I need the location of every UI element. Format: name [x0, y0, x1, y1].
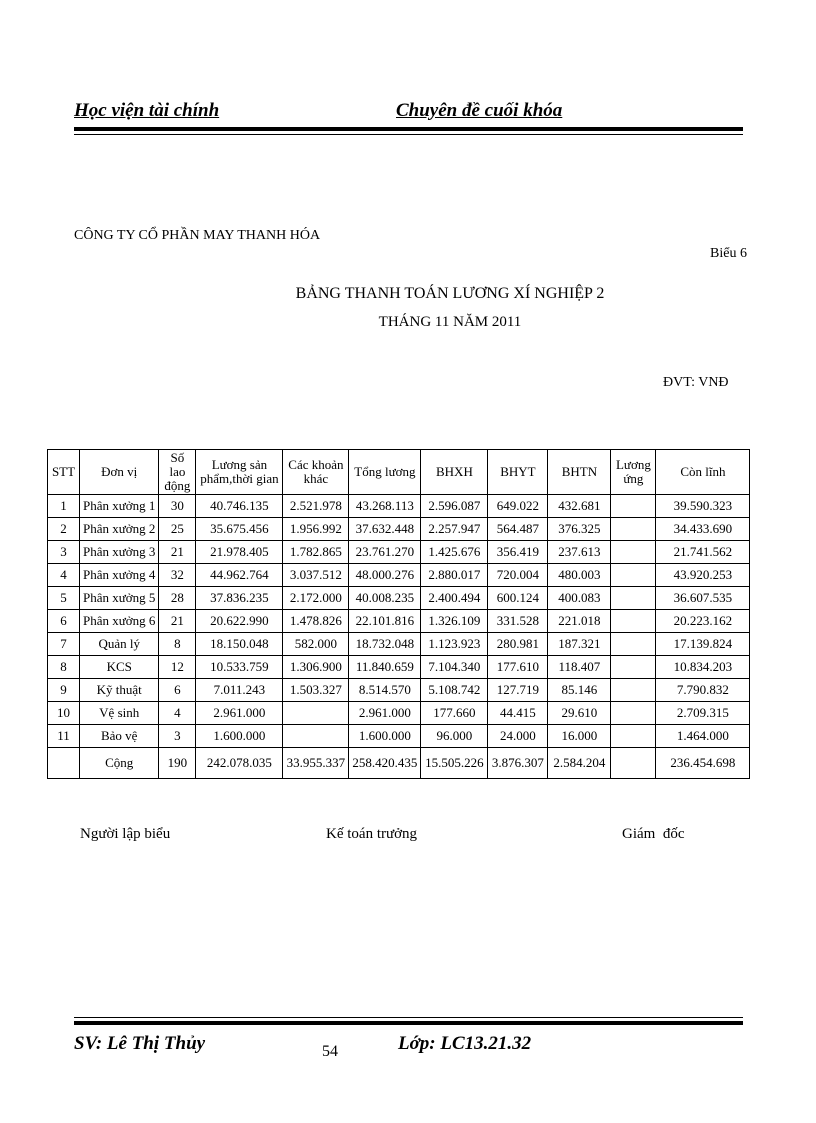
footer-class: Lớp: LC13.21.32 — [398, 1033, 532, 1054]
table-cell: 649.022 — [488, 495, 548, 518]
column-header: Đơn vị — [80, 450, 159, 495]
table-cell: 23.761.270 — [349, 541, 421, 564]
table-cell: Bảo vệ — [80, 725, 159, 748]
table-cell: 237.613 — [548, 541, 611, 564]
header-rule — [74, 127, 743, 131]
table-cell: 21.741.562 — [656, 541, 750, 564]
table-cell: Vệ sinh — [80, 702, 159, 725]
table-cell: 331.528 — [488, 610, 548, 633]
table-cell — [611, 495, 656, 518]
table-cell: 7.790.832 — [656, 679, 750, 702]
table-cell: 85.146 — [548, 679, 611, 702]
table-cell: 1 — [48, 495, 80, 518]
payroll-table — [47, 449, 750, 779]
table-cell: Kỹ thuật — [80, 679, 159, 702]
table-cell: 44.962.764 — [196, 564, 283, 587]
column-header: BHXH — [421, 450, 488, 495]
table-cell: 2.709.315 — [656, 702, 750, 725]
table-cell: Phân xưởng 5 — [80, 587, 159, 610]
table-cell: Phân xưởng 6 — [80, 610, 159, 633]
table-row — [48, 725, 750, 748]
table-cell: 40.746.135 — [196, 495, 283, 518]
table-cell: 20.622.990 — [196, 610, 283, 633]
table-cell: Phân xưởng 2 — [80, 518, 159, 541]
table-cell: 177.660 — [421, 702, 488, 725]
table-cell: 127.719 — [488, 679, 548, 702]
table-cell: 8 — [48, 656, 80, 679]
signature-preparer: Người lập biểu — [80, 826, 171, 842]
table-cell: 7.104.340 — [421, 656, 488, 679]
currency-unit: ĐVT: VNĐ — [663, 375, 729, 390]
table-cell: 1.464.000 — [656, 725, 750, 748]
table-cell: 8 — [159, 633, 196, 656]
table-cell: 7.011.243 — [196, 679, 283, 702]
column-header: BHYT — [488, 450, 548, 495]
table-cell: 2.880.017 — [421, 564, 488, 587]
table-cell: 20.223.162 — [656, 610, 750, 633]
table-cell: Phân xưởng 3 — [80, 541, 159, 564]
footer-student: SV: Lê Thị Thủy — [74, 1033, 206, 1054]
footer-rule-thin — [74, 1017, 743, 1018]
footer-rule — [74, 1021, 743, 1025]
table-cell: 1.600.000 — [349, 725, 421, 748]
table-cell: 564.487 — [488, 518, 548, 541]
table-row — [48, 679, 750, 702]
table-cell: 11 — [48, 725, 80, 748]
page-subtitle: THÁNG 11 NĂM 2011 — [378, 314, 522, 330]
table-cell: 7 — [48, 633, 80, 656]
table-cell: 37.632.448 — [349, 518, 421, 541]
table-cell — [611, 564, 656, 587]
table-cell: 2.400.494 — [421, 587, 488, 610]
column-header: Lương ứng — [611, 450, 656, 495]
table-cell: 2.596.087 — [421, 495, 488, 518]
table-cell: 8.514.570 — [349, 679, 421, 702]
table-cell — [611, 610, 656, 633]
form-number: Biểu 6 — [710, 246, 747, 261]
table-cell — [611, 748, 656, 779]
table-cell: 43.268.113 — [349, 495, 421, 518]
table-cell: 21 — [159, 610, 196, 633]
table-total-row — [48, 748, 750, 779]
table-cell: 29.610 — [548, 702, 611, 725]
table-cell: 16.000 — [548, 725, 611, 748]
column-header: Các khoản khác — [283, 450, 349, 495]
table-cell: 2.172.000 — [283, 587, 349, 610]
table-cell: 1.306.900 — [283, 656, 349, 679]
table-cell: 32 — [159, 564, 196, 587]
table-cell — [611, 679, 656, 702]
table-cell: 4 — [48, 564, 80, 587]
table-cell: 10.533.759 — [196, 656, 283, 679]
header-doc-type: Chuyên đề cuối khóa — [396, 100, 563, 121]
table-cell — [611, 633, 656, 656]
header-institution: Học viện tài chính — [74, 100, 220, 121]
table-row — [48, 633, 750, 656]
table-cell: 22.101.816 — [349, 610, 421, 633]
table-cell: 600.124 — [488, 587, 548, 610]
table-cell: 236.454.698 — [656, 748, 750, 779]
table-cell: 18.150.048 — [196, 633, 283, 656]
table-row — [48, 610, 750, 633]
table-cell: Phân xưởng 4 — [80, 564, 159, 587]
column-header: Còn lĩnh — [656, 450, 750, 495]
table-cell: 1.782.865 — [283, 541, 349, 564]
table-cell: 10 — [48, 702, 80, 725]
column-header: Số lao động — [159, 450, 196, 495]
table-cell: 21.978.405 — [196, 541, 283, 564]
table-cell: 21 — [159, 541, 196, 564]
table-cell: 432.681 — [548, 495, 611, 518]
table-cell: 37.836.235 — [196, 587, 283, 610]
table-cell: 221.018 — [548, 610, 611, 633]
column-header: Tổng lương — [349, 450, 421, 495]
table-cell: 582.000 — [283, 633, 349, 656]
table-cell: 3 — [48, 541, 80, 564]
company-name: CÔNG TY CỔ PHẦN MAY THANH HÓA — [74, 228, 321, 243]
table-cell: 9 — [48, 679, 80, 702]
table-cell: 2.584.204 — [548, 748, 611, 779]
table-cell: 1.600.000 — [196, 725, 283, 748]
table-cell: 2.257.947 — [421, 518, 488, 541]
table-cell: 480.003 — [548, 564, 611, 587]
table-cell: 48.000.276 — [349, 564, 421, 587]
table-cell: 280.981 — [488, 633, 548, 656]
table-cell: 33.955.337 — [283, 748, 349, 779]
table-cell: 242.078.035 — [196, 748, 283, 779]
table-cell — [611, 541, 656, 564]
table-cell — [611, 725, 656, 748]
signature-accountant: Kế toán trưởng — [326, 826, 418, 842]
table-row — [48, 656, 750, 679]
table-cell: Phân xưởng 1 — [80, 495, 159, 518]
table-cell: 2.521.978 — [283, 495, 349, 518]
table-cell: 2.961.000 — [196, 702, 283, 725]
table-cell: 190 — [159, 748, 196, 779]
table-cell: 3 — [159, 725, 196, 748]
table-cell: 6 — [159, 679, 196, 702]
table-cell: 10.834.203 — [656, 656, 750, 679]
table-cell: 34.433.690 — [656, 518, 750, 541]
table-row — [48, 518, 750, 541]
table-row — [48, 564, 750, 587]
table-row — [48, 495, 750, 518]
table-cell: 400.083 — [548, 587, 611, 610]
table-cell: 1.123.923 — [421, 633, 488, 656]
table-cell: 118.407 — [548, 656, 611, 679]
table-cell: 25 — [159, 518, 196, 541]
table-cell: 2.961.000 — [349, 702, 421, 725]
table-cell: 187.321 — [548, 633, 611, 656]
column-header: STT — [48, 450, 80, 495]
table-cell: Quản lý — [80, 633, 159, 656]
table-cell: 3.037.512 — [283, 564, 349, 587]
table-cell: 1.503.327 — [283, 679, 349, 702]
table-cell: 11.840.659 — [349, 656, 421, 679]
table-row — [48, 541, 750, 564]
table-cell: Cộng — [80, 748, 159, 779]
table-cell — [611, 656, 656, 679]
page-title: BẢNG THANH TOÁN LƯƠNG XÍ NGHIỆP 2 — [295, 285, 605, 302]
table-cell: 96.000 — [421, 725, 488, 748]
table-cell: 3.876.307 — [488, 748, 548, 779]
table-header-row — [48, 450, 750, 495]
table-cell: 258.420.435 — [349, 748, 421, 779]
page-number: 54 — [322, 1043, 338, 1060]
table-cell: 24.000 — [488, 725, 548, 748]
table-cell: 376.325 — [548, 518, 611, 541]
table-row — [48, 702, 750, 725]
table-row — [48, 587, 750, 610]
table-cell — [611, 587, 656, 610]
table-cell — [611, 702, 656, 725]
table-cell: 1.956.992 — [283, 518, 349, 541]
table-cell: 4 — [159, 702, 196, 725]
table-cell: 177.610 — [488, 656, 548, 679]
table-cell — [283, 702, 349, 725]
table-cell: 720.004 — [488, 564, 548, 587]
table-cell: 2 — [48, 518, 80, 541]
table-cell: 6 — [48, 610, 80, 633]
table-cell: 17.139.824 — [656, 633, 750, 656]
table-cell: 35.675.456 — [196, 518, 283, 541]
table-cell: 30 — [159, 495, 196, 518]
signature-director: Giám đốc — [622, 826, 685, 842]
table-cell: 12 — [159, 656, 196, 679]
table-cell: 5 — [48, 587, 80, 610]
table-cell: 1.478.826 — [283, 610, 349, 633]
table-cell — [611, 518, 656, 541]
table-cell: 36.607.535 — [656, 587, 750, 610]
column-header: Lương sản phẩm,thời gian — [196, 450, 283, 495]
table-cell: 18.732.048 — [349, 633, 421, 656]
table-cell: 15.505.226 — [421, 748, 488, 779]
table-cell: 44.415 — [488, 702, 548, 725]
header-rule-thin — [74, 134, 743, 135]
column-header: BHTN — [548, 450, 611, 495]
table-cell: 39.590.323 — [656, 495, 750, 518]
table-cell: KCS — [80, 656, 159, 679]
table-cell: 40.008.235 — [349, 587, 421, 610]
table-cell: 1.425.676 — [421, 541, 488, 564]
table-cell: 43.920.253 — [656, 564, 750, 587]
table-cell — [283, 725, 349, 748]
table-cell: 356.419 — [488, 541, 548, 564]
table-cell: 1.326.109 — [421, 610, 488, 633]
table-cell: 5.108.742 — [421, 679, 488, 702]
table-cell — [48, 748, 80, 779]
table-cell: 28 — [159, 587, 196, 610]
